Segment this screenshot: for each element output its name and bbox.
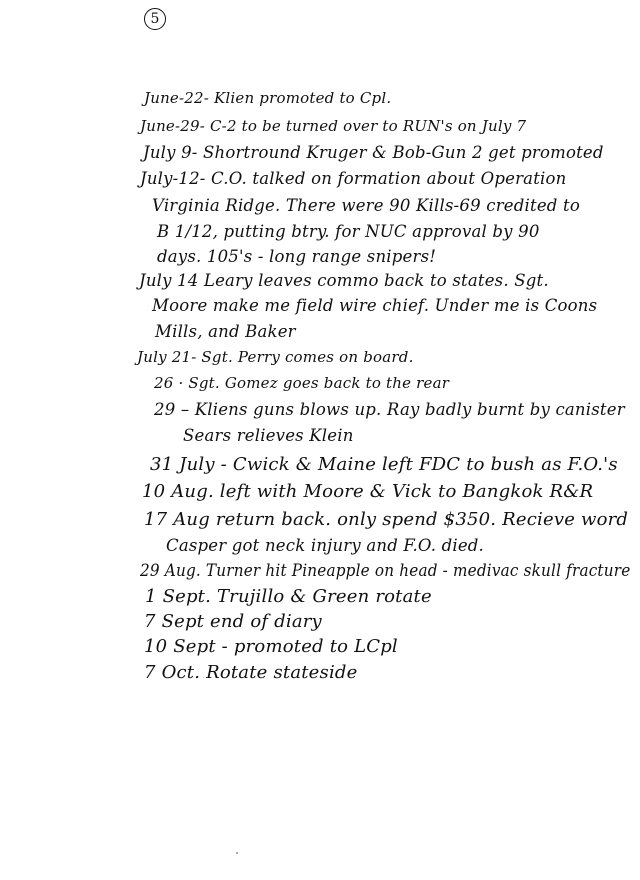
diary-line: June-22- Klien promoted to Cpl.: [144, 89, 392, 107]
diary-line: 1 Sept. Trujillo & Green rotate: [145, 586, 432, 607]
diary-line: July 14 Leary leaves commo back to states. Sgt.: [139, 271, 549, 290]
diary-line: Virginia Ridge. There were 90 Kills-69 credited to: [152, 196, 580, 215]
page-number-circle: [144, 8, 166, 30]
diary-line: 10 Aug. left with Moore & Vick to Bangkok R&R: [142, 481, 594, 502]
diary-line: Mills, and Baker: [155, 322, 296, 341]
diary-line: 7 Oct. Rotate stateside: [144, 662, 358, 683]
diary-line: Sears relieves Klein: [183, 426, 354, 445]
diary-line: 17 Aug return back. only spend $350. Recieve word: [144, 509, 629, 530]
diary-line: July-12- C.O. talked on formation about Operation: [140, 169, 567, 188]
diary-line: Moore make me field wire chief. Under me is Coons: [152, 296, 598, 315]
diary-line: 29 Aug. Turner hit Pineapple on head - medivac skull fracture: [140, 561, 631, 580]
diary-line: 7 Sept end of diary: [144, 611, 322, 632]
diary-line: days. 105's - long range snipers!: [157, 247, 437, 266]
diary-line: 26 · Sgt. Gomez goes back to the rear: [154, 374, 450, 392]
diary-line: 10 Sept - promoted to LCpl: [144, 636, 398, 657]
diary-line: 29 – Kliens guns blows up. Ray badly burnt by canister: [154, 400, 625, 419]
page-number: 5: [150, 11, 160, 27]
diary-line: Casper got neck injury and F.O. died.: [166, 536, 484, 555]
paper-speck: [236, 852, 238, 854]
diary-line: 31 July - Cwick & Maine left FDC to bush as F.O.'s: [150, 454, 618, 475]
diary-line: July 9- Shortround Kruger & Bob-Gun 2 get promoted: [143, 143, 604, 162]
diary-line: B 1/12, putting btry. for NUC approval by 90: [157, 222, 540, 241]
diary-line: June-29- C-2 to be turned over to RUN's on July 7: [140, 117, 527, 135]
diary-line: July 21- Sgt. Perry comes on board.: [137, 348, 414, 366]
